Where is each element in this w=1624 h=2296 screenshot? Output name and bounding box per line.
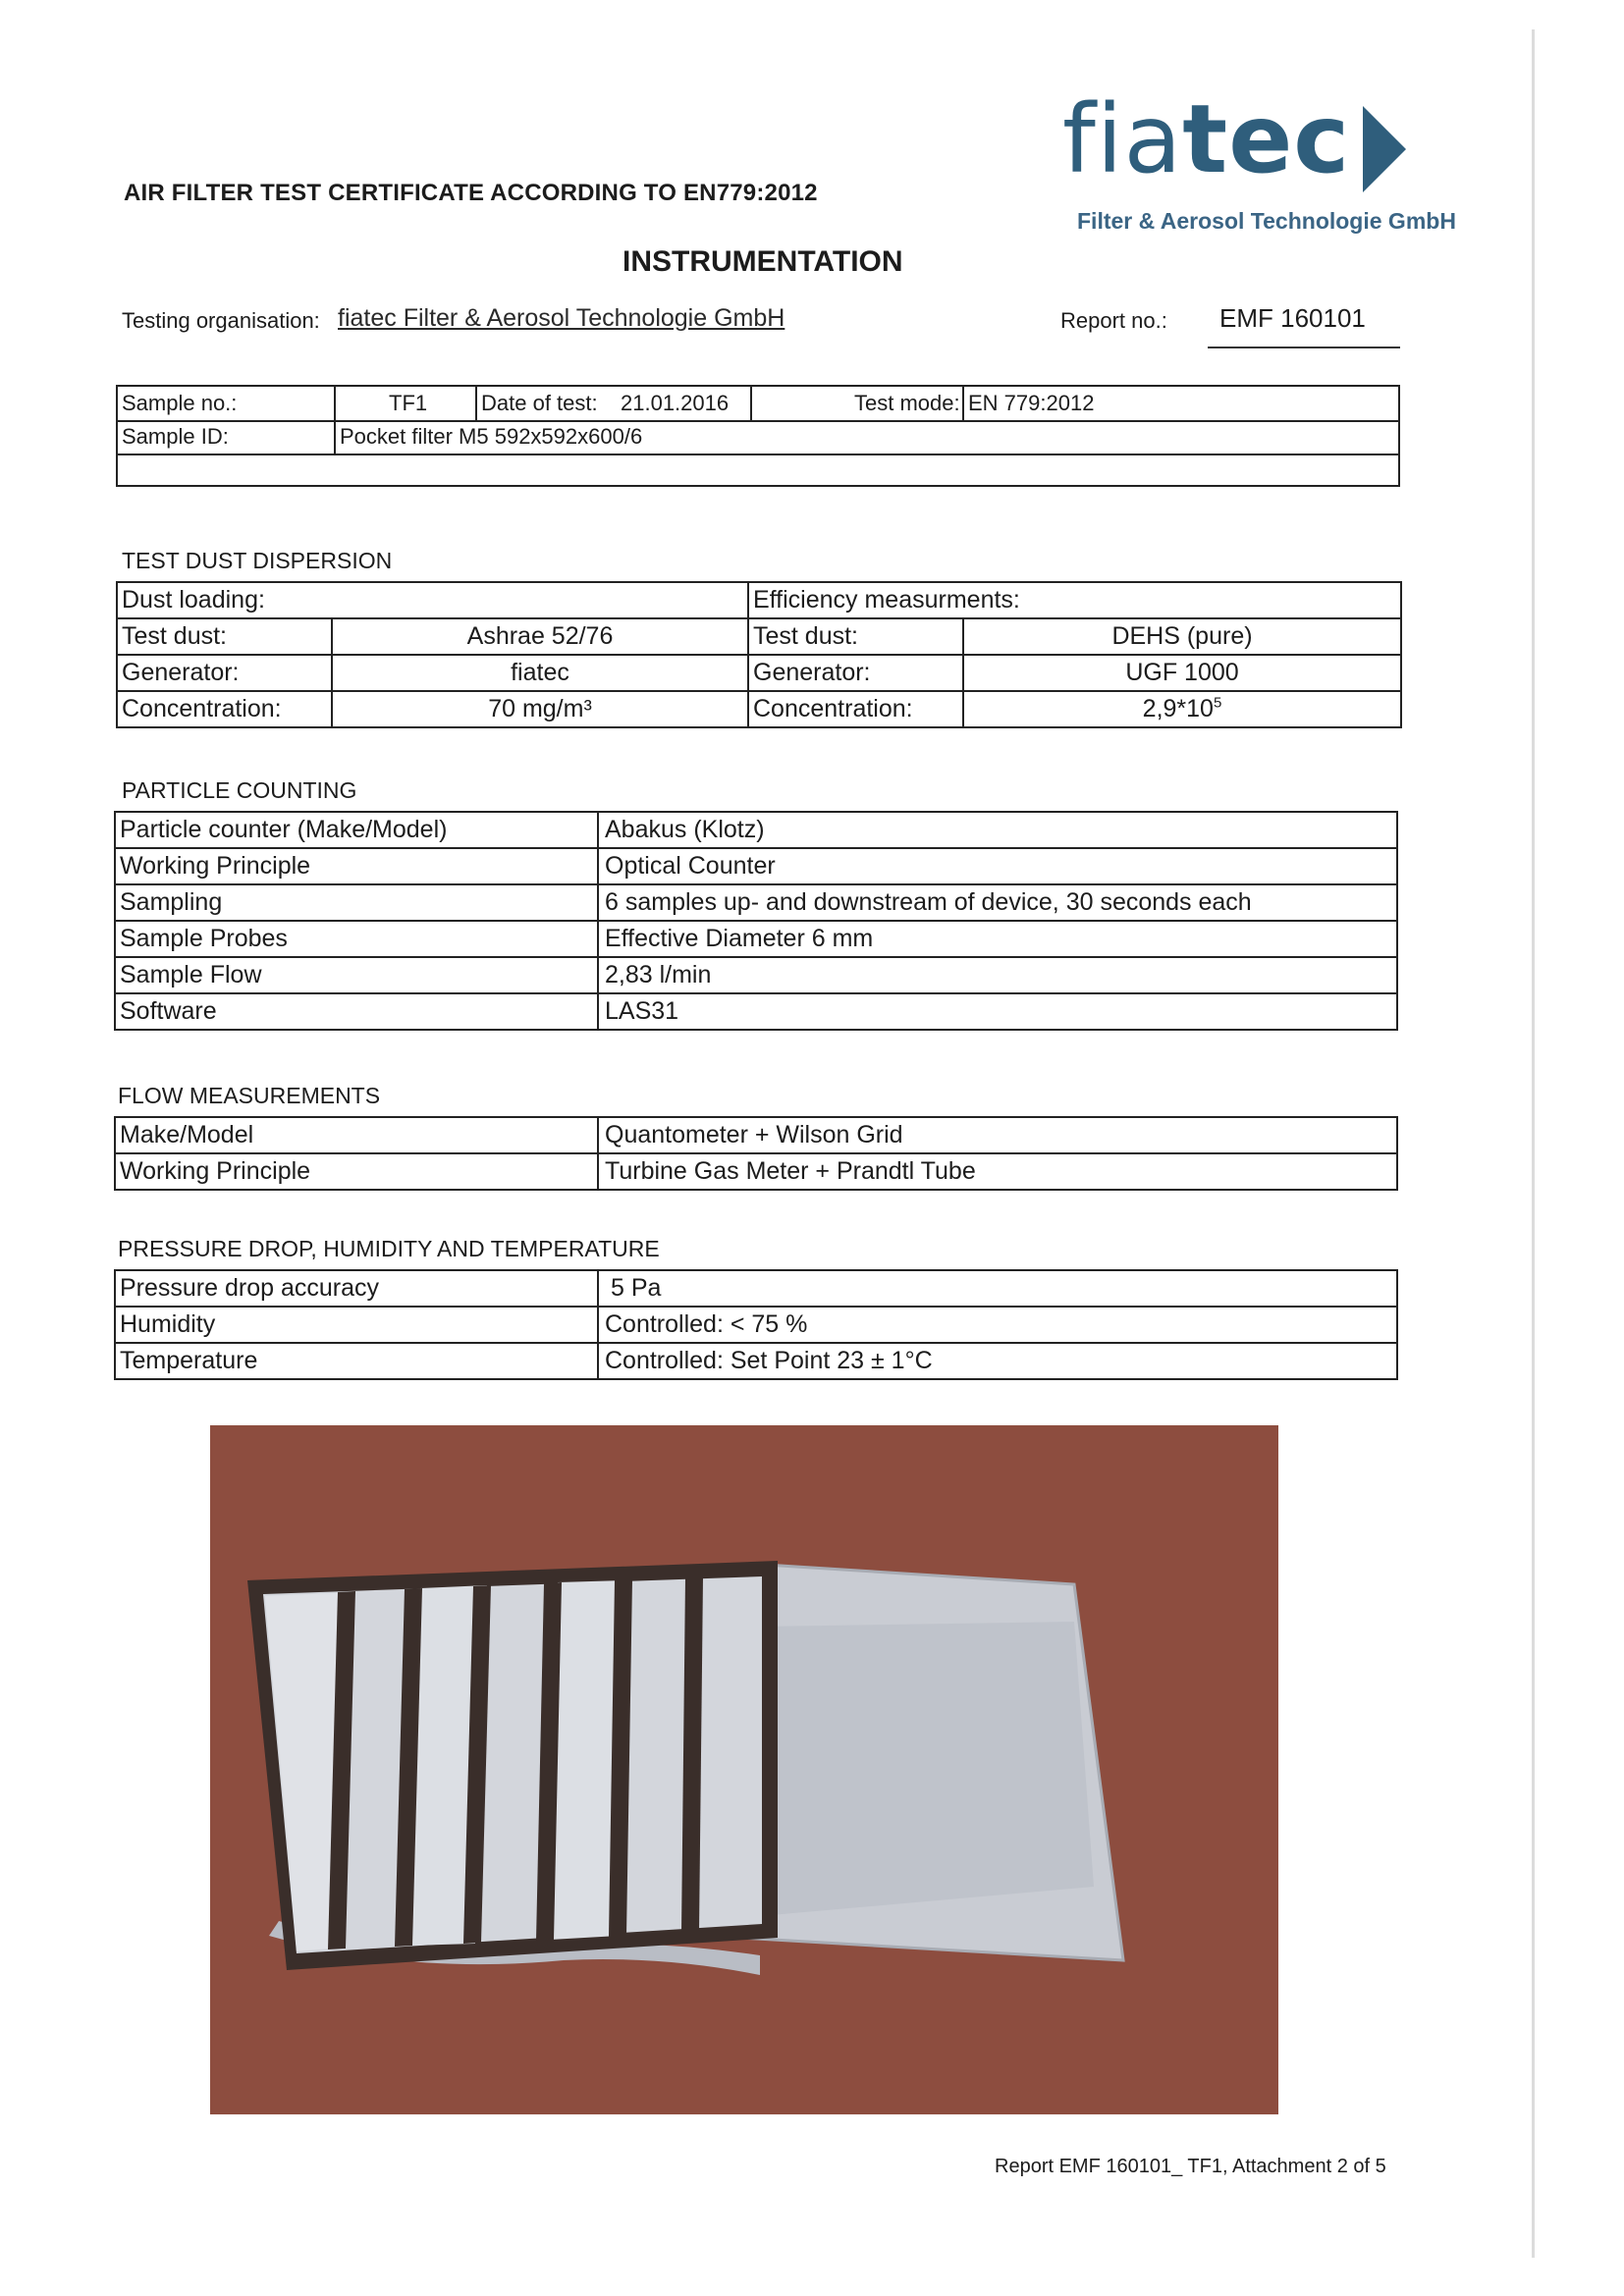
table-row — [117, 691, 1401, 727]
flow-measurements-title: FLOW MEASUREMENTS — [118, 1083, 381, 1108]
sample-no-label: Sample no.: — [122, 391, 238, 415]
particle-counting-title: PARTICLE COUNTING — [122, 777, 357, 803]
divider — [118, 420, 1398, 422]
dust-dispersion-title: TEST DUST DISPERSION — [122, 548, 393, 573]
row-value: Turbine Gas Meter + Prandtl Tube — [598, 1153, 1397, 1190]
filter-photo — [210, 1425, 1278, 2114]
sample-id-label: Sample ID: — [122, 424, 229, 449]
divider — [962, 387, 964, 420]
row-value: Optical Counter — [598, 848, 1397, 884]
row-label: Test dust: — [748, 618, 963, 655]
table-row — [117, 582, 1401, 618]
row-value: fiatec — [332, 655, 748, 691]
document-title: AIR FILTER TEST CERTIFICATE ACCORDING TO EN779:2012 — [124, 180, 818, 206]
row-label: Test dust: — [117, 618, 332, 655]
row-label: Generator: — [117, 655, 332, 691]
row-value: 2,83 l/min — [598, 957, 1397, 993]
concentration-value: $2,9*10^5$ — [963, 691, 1401, 727]
logo-subtitle: Filter & Aerosol Technologie GmbH — [1077, 208, 1456, 234]
company-logo — [1062, 84, 1445, 208]
testing-org-value: fiatec Filter & Aerosol Technologie GmbH — [338, 304, 785, 332]
divider — [118, 454, 1398, 455]
test-mode-value: EN 779:2012 — [968, 391, 1095, 415]
dust-dispersion-table — [116, 581, 1402, 728]
row-label: Concentration: — [748, 691, 963, 727]
row-value: LAS31 — [598, 993, 1397, 1030]
table-row — [115, 957, 1397, 993]
divider — [334, 387, 336, 454]
row-label: Pressure drop accuracy — [115, 1270, 598, 1307]
filter-pocket-shadow — [760, 1622, 1094, 1916]
pressure-humidity-table — [114, 1269, 1398, 1380]
table-row — [117, 655, 1401, 691]
divider — [750, 387, 752, 420]
table-row — [115, 812, 1397, 848]
sample-id-value: Pocket filter M5 592x592x600/6 — [340, 424, 643, 449]
row-label: Make/Model — [115, 1117, 598, 1153]
row-value: Effective Diameter 6 mm — [598, 921, 1397, 957]
table-row — [115, 1307, 1397, 1343]
table-row — [117, 618, 1401, 655]
table-row — [115, 1117, 1397, 1153]
test-mode-label: Test mode: — [854, 391, 960, 415]
pressure-humidity-title: PRESSURE DROP, HUMIDITY AND TEMPERATURE — [118, 1236, 660, 1261]
row-label: Sample Probes — [115, 921, 598, 957]
table-row — [115, 1270, 1397, 1307]
sample-no-value: TF1 — [389, 391, 428, 415]
flow-measurements-table — [114, 1116, 1398, 1191]
row-value: 5 Pa — [598, 1270, 1397, 1307]
logo-wordmark: fiatec — [1062, 84, 1351, 194]
sample-info-box — [116, 385, 1400, 487]
report-no-value: EMF 160101 — [1219, 303, 1366, 333]
report-no-underline — [1208, 347, 1400, 348]
date-of-test-label: Date of test: — [481, 391, 598, 415]
logo-arrow-icon — [1363, 106, 1406, 192]
row-value: Abakus (Klotz) — [598, 812, 1397, 848]
particle-counting-table — [114, 811, 1398, 1031]
date-of-test-value: 21.01.2016 — [621, 391, 730, 415]
row-value: Controlled: Set Point 23 ± 1°C — [598, 1343, 1397, 1379]
efficiency-heading: Efficiency measurments: — [748, 582, 1401, 618]
table-row — [115, 993, 1397, 1030]
row-value: 70 mg/m³ — [332, 691, 748, 727]
divider — [475, 387, 477, 420]
row-label: Sample Flow — [115, 957, 598, 993]
row-label: Software — [115, 993, 598, 1030]
row-label: Humidity — [115, 1307, 598, 1343]
testing-org-label: Testing organisation: — [122, 308, 320, 333]
table-row — [115, 884, 1397, 921]
row-label: Sampling — [115, 884, 598, 921]
filter-photo-image — [210, 1425, 1278, 2114]
report-no-label: Report no.: — [1060, 308, 1167, 333]
row-value: 6 samples up- and downstream of device, 30 seconds each — [598, 884, 1397, 921]
table-row — [115, 1153, 1397, 1190]
row-value: Ashrae 52/76 — [332, 618, 748, 655]
row-value: Controlled: < 75 % — [598, 1307, 1397, 1343]
row-value: Quantometer + Wilson Grid — [598, 1117, 1397, 1153]
row-label: Concentration: — [117, 691, 332, 727]
table-row — [115, 848, 1397, 884]
row-value: UGF 1000 — [963, 655, 1401, 691]
dust-loading-heading: Dust loading: — [117, 582, 748, 618]
row-label: Working Principle — [115, 1153, 598, 1190]
page-footer: Report EMF 160101_ TF1, Attachment 2 of 5 — [995, 2156, 1386, 2177]
table-row — [115, 1343, 1397, 1379]
row-label: Working Principle — [115, 848, 598, 884]
page-edge-line — [1532, 29, 1535, 2258]
row-label: Generator: — [748, 655, 963, 691]
table-row — [115, 921, 1397, 957]
page-title: INSTRUMENTATION — [623, 245, 903, 278]
row-label: Temperature — [115, 1343, 598, 1379]
row-label: Particle counter (Make/Model) — [115, 812, 598, 848]
row-value: DEHS (pure) — [963, 618, 1401, 655]
